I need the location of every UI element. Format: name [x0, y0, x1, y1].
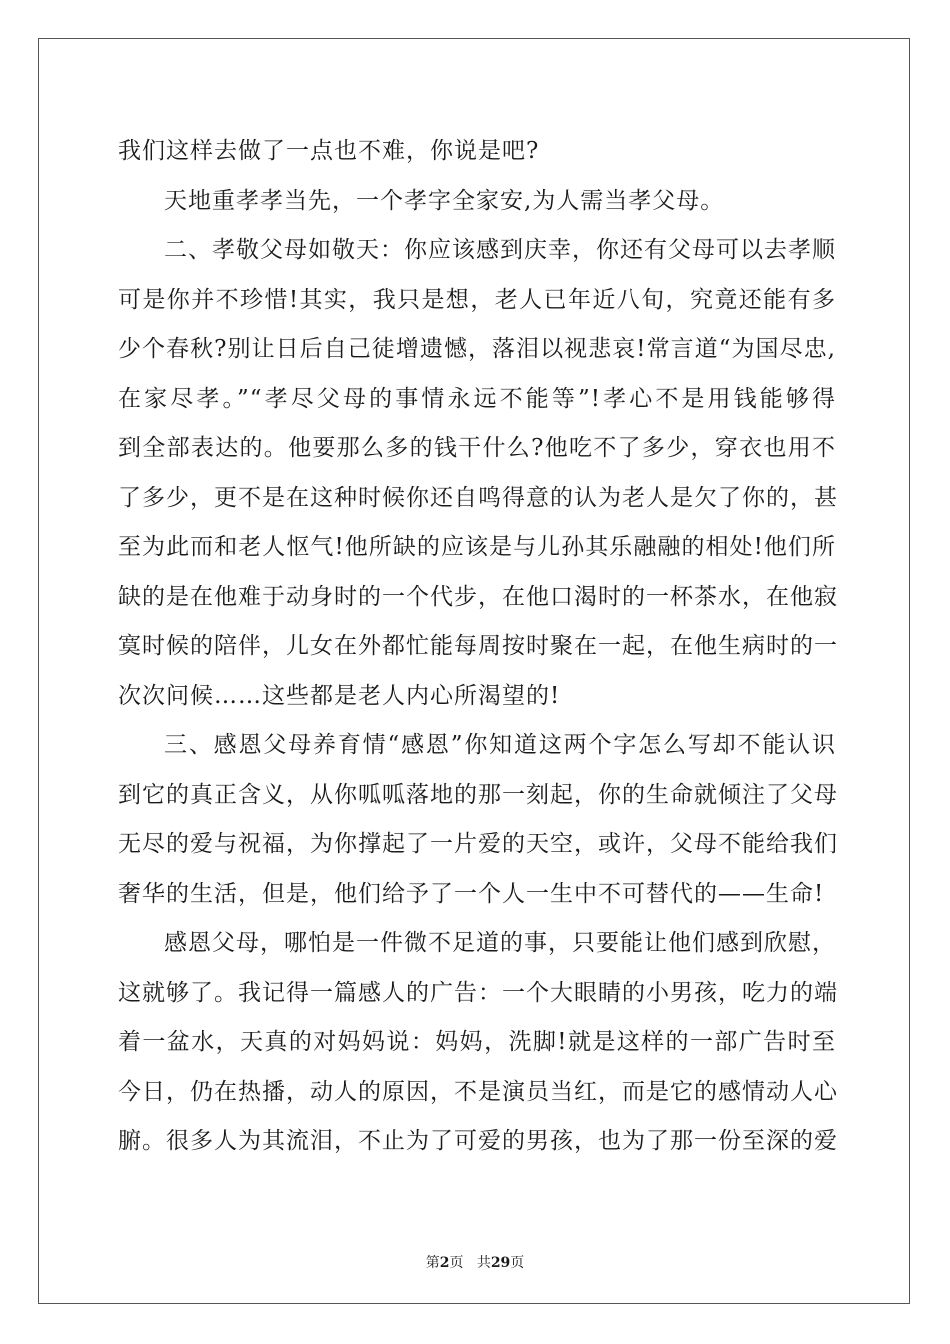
- text-line: 感恩父母，哪怕是一件微不足道的事，只要能让他们感到欣慰，: [164, 930, 836, 956]
- document-body: [118, 127, 836, 1167]
- text-line: 今日，仍在热播，动人的原因，不是演员当红，而是它的感情动人心: [118, 1078, 838, 1105]
- footer-total-prefix: 共: [476, 1255, 491, 1271]
- text-line: 腑。很多人为其流泪，不止为了可爱的男孩，也为了那一份至深的爱: [118, 1128, 838, 1154]
- footer-total-suffix: 页: [510, 1255, 525, 1271]
- text-line: 着一盆水，天真的对妈妈说：妈妈，洗脚!就是这样的一部广告时至: [118, 1029, 836, 1055]
- text-line: 无尽的爱与祝福，为你撑起了一片爱的天空，或许，父母不能给我们: [118, 831, 838, 857]
- text-line: 少个春秋?别让日后自己徒增遗憾，落泪以视悲哀!常言道“为国尽忠,: [118, 336, 836, 362]
- text-line: 寞时候的陪伴，儿女在外都忙能每周按时聚在一起，在他生病时的一: [118, 633, 838, 659]
- text-line: 奢华的生活，但是，他们给予了一个人一生中不可替代的——生命!: [118, 880, 825, 907]
- text-line: 缺的是在他难于动身时的一个代步，在他口渴时的一杯茶水，在他寂: [118, 583, 838, 610]
- current-page-number: 2: [439, 1255, 450, 1271]
- text-line: 可是你并不珍惜!其实，我只是想，老人已年近八旬，究竟还能有多: [118, 286, 836, 313]
- text-line: 三、感恩父母养育情“感恩”你知道这两个字怎么写却不能认识: [164, 732, 836, 758]
- text-line: 我们这样去做了一点也不难，你说是吧?: [118, 138, 540, 164]
- text-line: 二、孝敬父母如敬天：你应该感到庆幸，你还有父母可以去孝顺: [164, 237, 836, 263]
- footer-page-suffix: 页: [449, 1255, 464, 1271]
- text-line: 次次问候……这些都是老人内心所渴望的!: [118, 682, 561, 709]
- footer-prefix: 第: [425, 1255, 440, 1271]
- text-line: 到它的真正含义，从你呱呱落地的那一刻起，你的生命就倾注了父母: [118, 781, 838, 808]
- text-line: 这就够了。我记得一篇感人的广告：一个大眼睛的小男孩，吃力的端: [118, 979, 838, 1006]
- text-line: 天地重孝孝当先，一个孝字全家安,为人需当孝父母。: [164, 187, 725, 214]
- text-line: 至为此而和老人怄气!他所缺的应该是与儿孙其乐融融的相处!他们所: [118, 534, 836, 560]
- text-line: 了多少，更不是在这种时候你还自鸣得意的认为老人是欠了你的，甚: [118, 484, 838, 511]
- text-line: 在家尽孝。”“孝尽父母的事情永远不能等”!孝心不是用钱能够得: [118, 385, 836, 412]
- page-footer: [0, 1252, 950, 1272]
- total-page-count: 29: [490, 1255, 511, 1271]
- text-line: 到全部表达的。他要那么多的钱干什么?他吃不了多少，穿衣也用不: [118, 435, 836, 461]
